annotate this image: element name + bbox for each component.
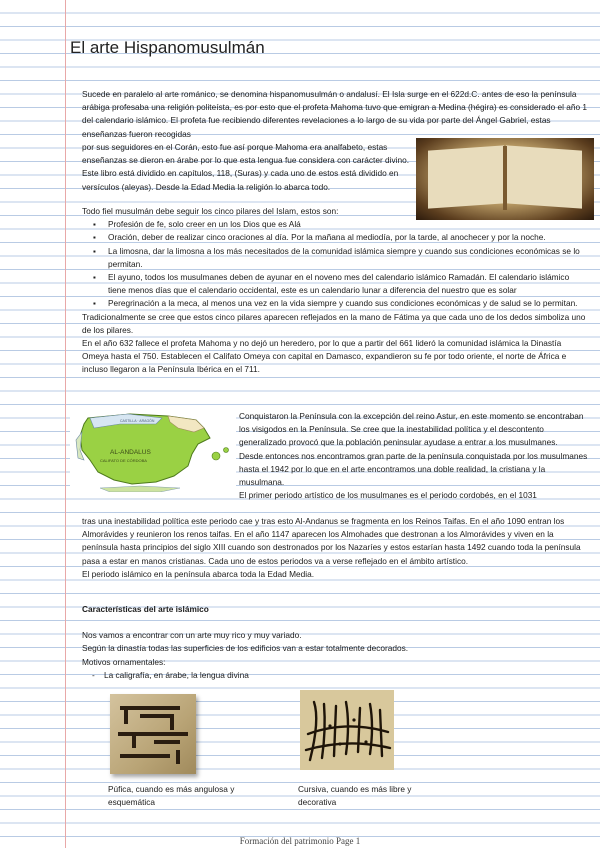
conquest-section — [239, 410, 589, 502]
characteristics-line-2: Según la dinastía todas las superficies de los edificios van a estar totalmente decorados. — [82, 643, 409, 654]
pillars-section — [82, 205, 588, 377]
map-label-top: CASTILLA · ARAGÓN — [120, 419, 155, 423]
history-section — [82, 515, 588, 581]
intro-paragraph — [82, 88, 588, 141]
pillars-list — [82, 218, 588, 310]
kufic-calligraphy-image — [110, 694, 196, 774]
fatima-paragraph: Tradicionalmente se cree que estos cinco pilares aparecen reflejados en la mano de Fátima ya que cada uno de los dedos simboliza uno de los pilares. — [82, 311, 586, 335]
characteristics-line-1: Nos vamos a encontrar con un arte muy rico y muy variado. — [82, 630, 302, 641]
omeya-paragraph: En el año 632 fallece el profeta Mahoma y no dejó un heredero, por lo que a partir del 661 lideró la comunidad islámica la Dinastía Omeya hasta el 750. Establecen el Califato Omeya con capital en Damasco, expandieron su fe por todo oriente, el norte de África e incluso llegaron a la Península Ibérica en el 711. — [82, 338, 567, 375]
iberia-map — [70, 410, 236, 492]
characteristics-line-3: Motivos ornamentales: — [82, 656, 166, 667]
cursive-calligraphy-image — [300, 690, 394, 770]
coran-paragraph — [82, 141, 412, 194]
conquest-paragraph: Conquistaron la Península con la excepción del reino Astur, en este momento se encontraban los visigodos en la Península. Se cree que la inestabilidad política y el descontento generalizado provocó que la población peninsular ayudase a entrar a los musulmanes. — [239, 411, 584, 448]
kufic-caption: Púfica, cuando es más angulosa y esquemática — [108, 784, 235, 807]
intro-text-1: Sucede en paralelo al arte románico, se denomina hispanomusulmán o andalusí. El Isla surge en el 622d.C. antes de eso la península arábiga profesaba una religión politeísta, es por esto que el profeta Mahoma tuvo que emigran a Medina (hégira) es considerado el año 1 del calendario islámico. El profeta fue recibiendo diferentes revelaciones a lo largo de su vida por parte del Ángel Gabriel, estas enseñanzas fueron recogidas — [82, 89, 588, 139]
pillar-item: ▪ Profesión de fe, solo creer en un los Dios que es Alá — [108, 218, 588, 231]
pillars-intro: Todo fiel musulmán debe seguir los cinco pilares del Islam, estos son: — [82, 206, 339, 216]
pillar-item: ▪ Peregrinación a la meca, al menos una vez en la vida siempre y cuando sus condiciones económicas y de salud se lo permitan. — [108, 297, 588, 310]
pillar-item: ▪ La limosna, dar la limosna a los más necesitados de la comunidad islámica siempre y cuando sus condiciones económicas se lo permitan. — [108, 245, 588, 271]
map-label-main: AL-ANDALUS — [110, 449, 151, 456]
page-footer: Formación del patrimonio Page 1 — [239, 836, 361, 846]
characteristics-section — [82, 603, 588, 682]
ornament-item: - La caligrafía, en árabe, la lengua divina — [90, 669, 588, 682]
since-paragraph: Desde entonces nos encontramos gran parte de la península conquistada por los musulmanes hasta el 1942 por lo que en el arte encontramos una doble realidad, la cristiana y la musulmana. — [239, 450, 588, 488]
page-title: El arte Hispanomusulmán — [70, 38, 265, 57]
map-label-sub: CALIFATO DE CÓRDOBA — [100, 458, 147, 463]
period-paragraph: El periodo islámico en la península abarca toda la Edad Media. — [82, 568, 314, 579]
cordoba-start: El primer periodo artístico de los musulmanes es el periodo cordobés, en el 1031 — [239, 490, 537, 501]
pillar-item: ▪ El ayuno, todos los musulmanes deben de ayunar en el noveno mes del calendario islámico Ramadán. El calendario islámico tiene menos días que el calendario occidental, este es un calendario lunar a diferencia del nuestro que es solar — [108, 271, 588, 297]
cursive-caption: Cursiva, cuando es más libre y decorativa — [298, 784, 412, 807]
cordoba-paragraph: tras una inestabilidad política este periodo cae y tras esto Al-Andanus se fragmenta en los Reinos Taifas. En el año 1090 entran los Almorávides y reunieron los renos taifas. En el año 1147 aparecen los Almohades que destronan a los Almorávides y viven en la península hasta principios del siglo XIII cuando son destronados por los Nazaríes y estos estarían hasta 1492 cuando toda la península pasa a estar en manos cristianas. Cada uno de estos periodos va a verse reflejado en el ámbito artístico. — [82, 516, 581, 566]
intro-text-2: por sus seguidores en el Corán, esto fue así porque Mahoma era analfabeto, estas enseñanzas se dieron en árabe por lo que esta lengua fue considera con carácter divino. Este libro está dividido en capítulos, 118, (Suras) y cada uno de estos está dividido en versículos (aleyas). Desde la Edad Media la religión lo abarca todo. — [82, 142, 410, 192]
characteristics-heading: Características del arte islámico — [82, 604, 209, 614]
pillar-item: ▪ Oración, deber de realizar cinco oraciones al día. Por la mañana al mediodía, por la tarde, al anochecer y por la noche. — [108, 231, 588, 244]
